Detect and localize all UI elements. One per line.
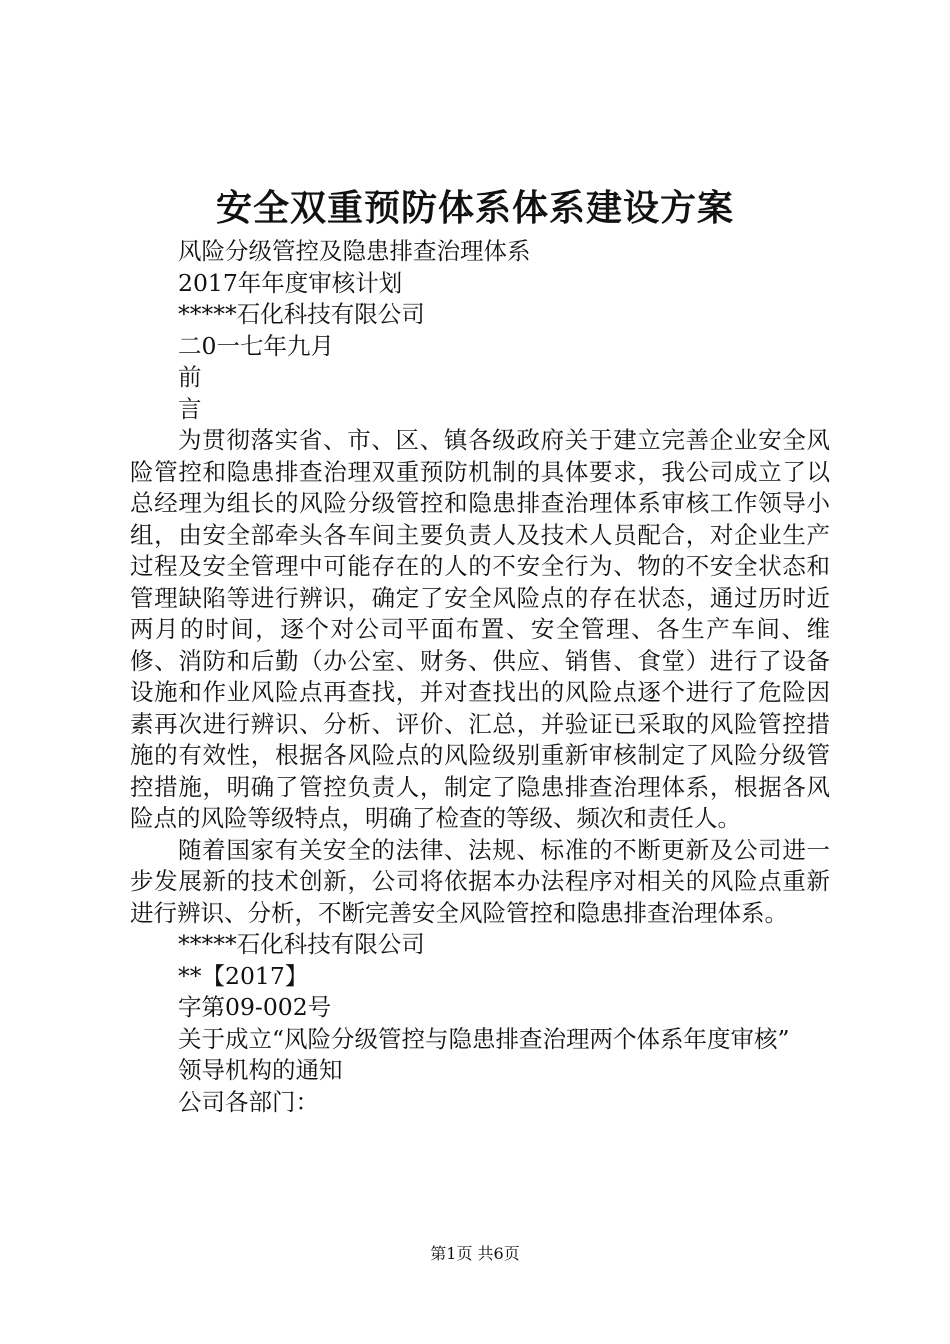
- subtitle-system: 风险分级管控及隐患排查治理体系: [178, 237, 531, 265]
- preface-heading-part-2: 言: [178, 394, 202, 423]
- document-number: 字第09-002号: [178, 993, 332, 1021]
- document-number-year: **【2017】: [178, 961, 309, 990]
- notice-title-continued: 领导机构的通知: [178, 1056, 343, 1084]
- notice-title: 关于成立“风险分级管控与隐患排查治理两个体系年度审核”: [178, 1024, 790, 1053]
- preface-paragraph-2: 随着国家有关安全的法律、法规、标准的不断更新及公司进一步发展新的技术创新，公司将依据本办法程序对相关的风险点重新进行辨识、分析，不断完善安全风险管控和隐患排查治理体系。: [130, 835, 830, 927]
- preface-heading-part-1: 前: [178, 363, 202, 391]
- signature-company: *****石化科技有限公司: [178, 930, 425, 958]
- document-date: 二0一七年九月: [178, 331, 334, 360]
- company-name: *****石化科技有限公司: [178, 300, 425, 328]
- preface-paragraph-1: 为贯彻落实省、市、区、镇各级政府关于建立完善企业安全风险管控和隐患排查治理双重预防机制的具体要求，我公司成立了以总经理为组长的风险分级管控和隐患排查治理体系审核工作领导小组，由安全部牵头各车间主要负责人及技术人员配合，对企业生产过程及安全管理中可能存在的人的不安全行为、物的不安全状态和管理缺陷等进行辨识，确定了安全风险点的存在状态，通过历时近两月的时间，逐个对公司平面布置、安全管理、各生产车间、维修、消防和后勤（办公室、财务、供应、销售、食堂）进行了设备设施和作业风险点再查找，并对查找出的风险点逐个进行了危险因素再次进行辨识、分析、评价、汇总，并验证已采取的风险管控措施的有效性，根据各风险点的风险级别重新审核制定了风险分级管控措施，明确了管控负责人，制定了隐患排查治理体系，根据各风险点的风险等级特点，明确了检查的等级、频次和责任人。: [130, 426, 830, 832]
- subtitle-plan: 2017年年度审核计划: [178, 268, 403, 297]
- notice-addressee: 公司各部门：: [178, 1087, 319, 1116]
- document-title: 安全双重预防体系体系建设方案: [215, 187, 734, 229]
- document-body: [130, 236, 830, 1118]
- page-number: 第1页 共6页: [430, 1244, 520, 1263]
